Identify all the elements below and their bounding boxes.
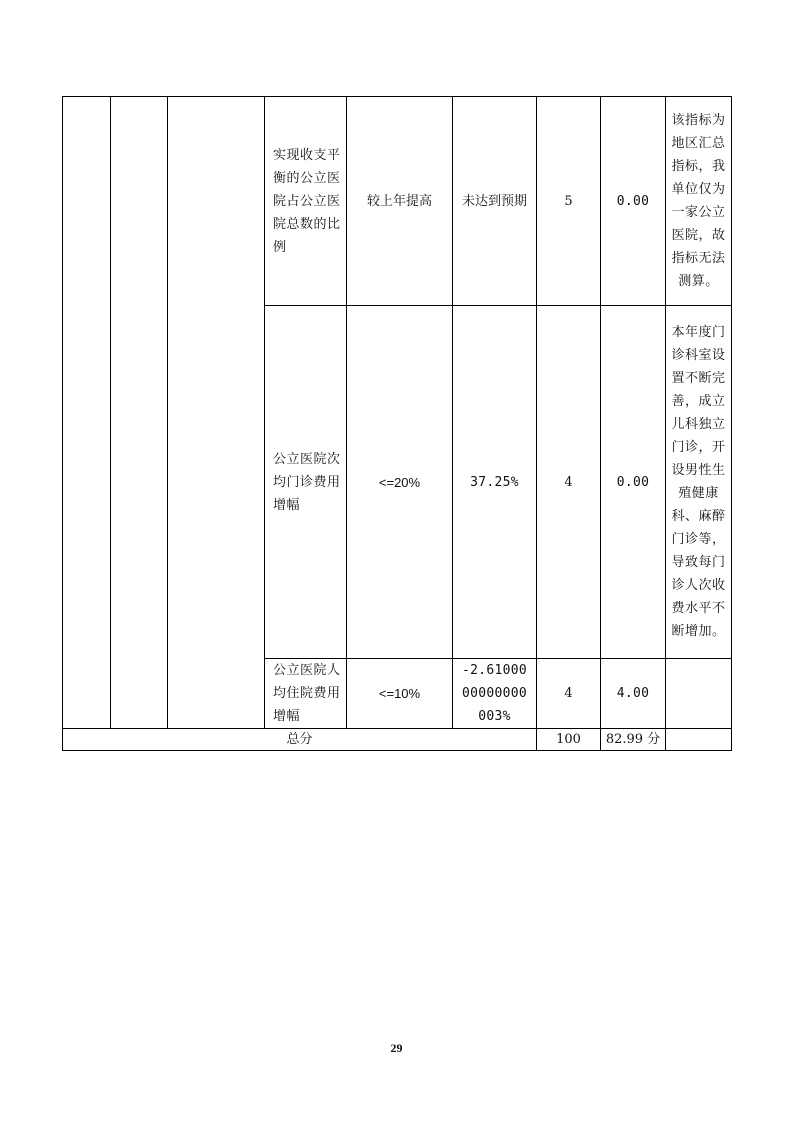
score-value: 0.00 — [601, 306, 666, 659]
table-row — [63, 97, 732, 306]
total-weight: 100 — [537, 729, 601, 751]
blank-cell-level1 — [63, 97, 111, 729]
total-label: 总分 — [63, 729, 537, 751]
performance-table — [62, 96, 732, 751]
total-note — [666, 729, 732, 751]
blank-cell-level3 — [168, 97, 265, 729]
blank-cell-level2 — [111, 97, 168, 729]
note-text — [666, 659, 732, 729]
indicator-name: 公立医院次均门诊费用增幅 — [265, 306, 347, 659]
score-value: 4.00 — [601, 659, 666, 729]
actual-value: 未达到预期 — [453, 97, 537, 306]
indicator-name: 实现收支平衡的公立医院占公立医院总数的比例 — [265, 97, 347, 306]
target-value: <=10% — [347, 659, 453, 729]
target-value: 较上年提高 — [347, 97, 453, 306]
weight-value: 5 — [537, 97, 601, 306]
target-value: <=20% — [347, 306, 453, 659]
weight-value: 4 — [537, 659, 601, 729]
actual-value: -2.6100000000000003% — [453, 659, 537, 729]
indicator-name: 公立医院人均住院费用增幅 — [265, 659, 347, 729]
total-row — [63, 729, 732, 751]
score-value: 0.00 — [601, 97, 666, 306]
total-score: 82.99 分 — [601, 729, 666, 751]
page-number: 29 — [390, 1041, 403, 1055]
actual-value: 37.25% — [453, 306, 537, 659]
note-text: 本年度门诊科室设置不断完善，成立儿科独立门诊，开设男性生殖健康科、麻醉门诊等，导致每门诊人次收费水平不断增加。 — [666, 306, 732, 659]
note-text: 该指标为地区汇总指标，我单位仅为一家公立医院，故指标无法测算。 — [666, 97, 732, 306]
weight-value: 4 — [537, 306, 601, 659]
